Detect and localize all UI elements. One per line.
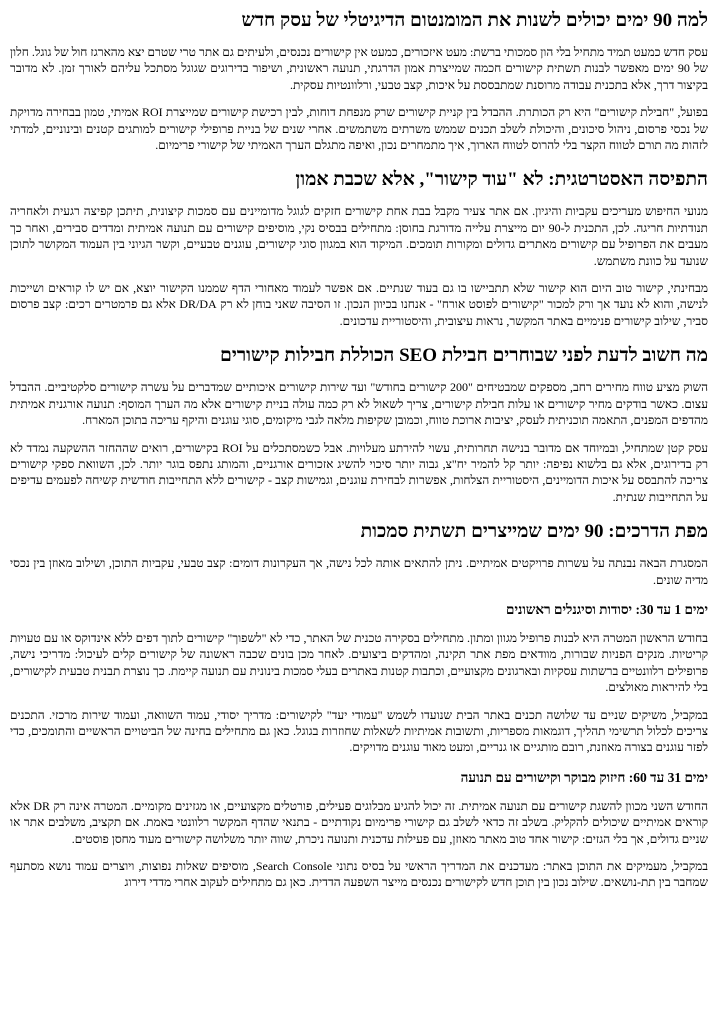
roadmap-phase-1 [10,600,708,756]
section-heading: התפיסה האסטרטגית: לא "עוד קישור", אלא שכבת אמון [295,169,708,191]
roadmap-phase-2 [10,768,708,891]
subsection-paragraph: החודש השני מכוון להשגת קישורים עם תנועה אמיתית. זה יכול להגיע מבלוגים פעילים, פורטלים מקצועיים, או מגזינים מקומיים. המטרה אינה רק DR אלא קוראים אמיתיים שיכולים להקליק. בשלב זה כדאי לשלב גם קישורי פרימיום נקודתיים - בתנאי שהדף המקשר רלוונטי באמת. אם תקציב, משלבים אתר או שניים גדולים, אך בלי הגזים: קישור אחד טוב מאתר מאוזן, עם פעילות עדכנית ותנועה ניכרת, שווה יותר משלושה קישורים מעוד מחסן פוסטים. [10,798,709,846]
subsection-paragraph: במקביל, משיקים שניים עד שלושה תכנים באתר הבית שנועדו לשמש "עמודי יעד" לקישורים: מדריך יסודי, עמוד השוואה, ועמוד שירות מרכזי. התכנים צריכים לכלול תרשימי תהליך, דוגמאות מספריות, ותשובות אמיתיות לשאלות שחוזרות בגוגל. כאן גם מתחילים בחינה של הביטויים הראשיים והתומכים, כדי לפזר עוגנים בצורה מאוזנת, רובם מותגיים או גנריים, ומעט מאוד עוגנים מדויקים. [10,707,708,755]
intro-paragraph: בפועל, "חבילת קישורים" היא רק הכותרת. ההבדל בין קניית קישורים שרק מנפחת דוחות, לבין רכישת קישורים שמייצרת ROI אמיתי, טמון בבחירה מדויקת של נכסי פרסום, ניהול סיכונים, והיכולת לשלב תכנים שממש משרתים משתמשים. אחרי שנים של בניית פרופילי קישורים למותגים קטנים ובינוניים, למדתי לזהות מה תורם לטווח הקצר בלי להרוס לטווח הארוך, איך מתמחרים נכון, ואיפה מתגלם הערך האמיתי של קישורי פרימיום. [10,105,708,153]
section-paragraph: מבחינתי, קישור טוב היום הוא קישור שלא תתביישו בו גם בעוד שנתיים. אם אפשר לעמוד מאחורי הדף שממנו הקישור יוצא, אם יש לו קוראים ושייכות לנישה, והוא לא נועד אך ורק למכור "קישורים לפוסט אורח" - אנחנו בכיוון הנכון. זו הסיבה שאני בוחן לא רק DR/DA אלא גם פרמטרים רכים: קצב פרסום סביר, שילוב קישורים פנימיים באתר המקשר, נראות עיצובית, והיסטוריית עדכונים. [10,281,708,328]
section-paragraph: מנועי החיפוש מעריכים עקביות והיגיון. אם אתר צעיר מקבל בבת אחת קישורים חזקים לגוגל מדומיינים עם סמכות קיצונית, תיתכן קפיצה רגעית ולאחריה תנודתיות חריגה. לכן, התכנית ל-90 יום מייצרת עלייה מדורגת בחוסן: מתחילים בבסיס נקי, מוסיפים קישורים עם תנועה אמיתית ומדדים סבירים, ואחר כך מעבים את הפרופיל עם קישורים מאתרים גדולים ומקורות תומכים. המיקוד הוא במגוון סוגי קישורים, עוגנים טבעיים, וקשר הגיוני בין העמוד המקושר לתוכן שנועד על כוונת משתמש. [10,204,708,268]
subsection-heading: ימים 1 עד 30: יסודות וסיגנלים ראשונים [506,601,708,617]
intro-paragraph: עסק חדש כמעט תמיד מתחיל בלי הון סמכותי ברשת: מעט איזכורים, כמעט אין קישורים נכנסים, ולעיתים גם אתר טרי שטרם יצא מהארגז חול של גוגל. חלון של 90 ימים מאפשר לבנות תשתית קישורים חכמה שמייצרת אמון הדרגתי, תנועה ראשונית, ושיפור בדירוגים שגוגל מסתכל עליהם לאורך זמן. לא מדובר בקיצור דרך, אלא בתכנית עבודה מרוסנת שמתבססת על איכות, קצב טבעי, ורלוונטיות עסקית. [10,45,708,92]
subsection-heading: ימים 31 עד 60: חיזוק מבוקר וקישורים עם תנועה [460,769,708,785]
section-heading: מפת הדרכים: 90 ימים שמייצרים תשתית סמכות [360,521,708,543]
article-title: למה 90 ימים יכולים לשנות את המומנטום הדיגיטלי של עסק חדש [241,10,708,31]
package-selection-section [10,343,708,505]
intro-section [10,44,708,153]
section-heading: מה חשוב לדעת לפני שבוחרים חבילת SEO הכוללת חבילות קישורים [220,345,708,367]
subsection-paragraph: במקביל, מעמיקים את התוכן באתר: מעדכנים את המדריך הראשי על בסיס נתוני Search Console, מוסיפים שאלות נפוצות, ויוצרים עמוד נושא מסתעף שמחבר בין תת-נושאים. שילוב נכון בין תוכן חדש לקישורים נכנסים מייצר השפעה הדדית. כאן גם מתחילים לעקוב אחרי מדדי דירוג [10,859,709,890]
section-paragraph: המסגרת הבאה נבנתה על עשרות פרויקטים אמיתיים. ניתן להתאים אותה לכל נישה, אך העקרונות דומים: קצב טבעי, עקביות התוכן, ושילוב מאוזן בין נכסי מדיה שונים. [10,556,708,587]
section-paragraph: עסק קטן שמתחיל, ובמיוחד אם מדובר בנישה תחרותית, עשוי להירתע מעלויות. אבל כשמסתכלים על ROI בקישורים, רואים שההחזר ההשקעה נמדד לא רק בדירוגים, אלא גם בלשוא נפיפה: יותר קל להמיר יח"צ, גבוה יותר סיכוי להשיג אזכורים אורגניים, והמותג נתפס בוגר יותר. לכן, השוואת ספקי קישורים צריכה להתבסס על איכות הדומיינים, היסטוריית הצלחות, אפשרות לבחירת עוגנים, וגמישות קצב - קישורים ללא התחייבות חודשית קשיחה לפעמים עדיפים על התחייבות שנתית. [10,440,708,504]
roadmap-section [10,519,708,891]
subsection-paragraph: בחודש הראשון המטרה היא לבנות פרופיל מגוון ומתון. מתחילים בסקירה טכנית של האתר, כדי לא "לשפוך" קישורים לתוך דפים ללא אינדוקס או עם טעויות קריטיות. מנקים הפניות שבורות, מוודאים מפת אתר תקינה, ומהדקים ביצועים. לאחר מכן בונים שכבה ראשונה של קישורים קלים לעיכול: מדריכי נישה, פרופילים רלוונטיים ברשתות עסקיות ובארגונים מקצועיים, וכתבות קטנות באתרים בעלי סמכות בינונית עם תנועה קיימת. כך נוצרת תבנית טבעית לקישורים, בלי להיראות מאולצים. [10,630,708,695]
section-paragraph: השוק מציע טווח מחירים רחב, מספקים שמבטיחים "200 קישורים בחודש" ועד שירות קישורים איכותיים שמדברים על עשרה קישורים סלקטיביים. ההבדל עצום. כאשר בודקים מחיר קישורים או עלות חבילת קישורים, צריך לשאול לא רק כמה עולה בניית קישורים אלא מה הערך המוסף: תנועה אורגנית אמיתית מהדפים המפנים, התאמה תוכניתית לעסק, יציבות ארוכת טווח, וכמובן שקיפות מלאה לגבי מיקומים, סוגי עוגנים והיקף עריכה בתוכן המארח. [10,380,709,428]
strategy-section [10,167,708,329]
